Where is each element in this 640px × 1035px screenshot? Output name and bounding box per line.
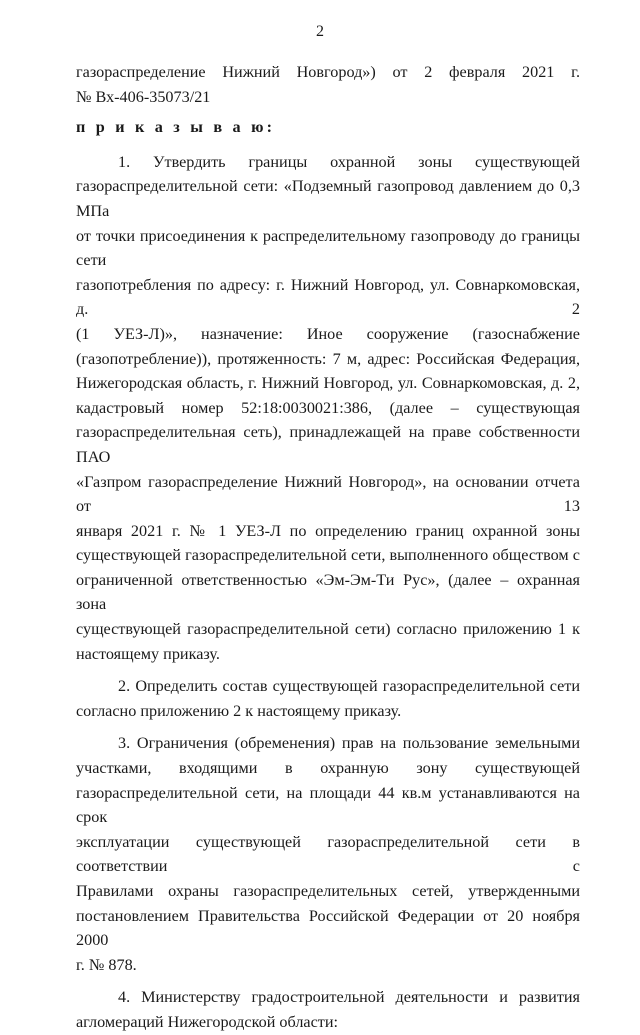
text-line: января 2021 г. № 1 УЕЗ-Л по определению границ охранной зоны — [76, 521, 580, 540]
text-line: № Вх-406-35073/21 — [76, 87, 211, 106]
text-line: существующей газораспределительной сети) согласно приложению 1 к — [76, 620, 580, 639]
text-line: настоящему приказу. — [76, 644, 220, 663]
text-line: 3. Ограничения (обременения) прав на пользование земельными — [118, 734, 580, 753]
text-line: агломераций Нижегородской области: — [76, 1012, 339, 1031]
text-line: газораспределительной сети: «Подземный газопровод давлением до 0,3 МПа — [76, 177, 580, 220]
page-number: 2 — [316, 23, 324, 40]
text-line: Нижегородская область, г. Нижний Новгород, ул. Совнаркомовская, д. 2, — [76, 374, 580, 393]
text-line: 2. Определить состав существующей газораспределительной сети — [118, 677, 580, 696]
text-line: эксплуатации существующей газораспределительной сети в соответствии с — [76, 832, 580, 876]
document-body — [76, 60, 580, 1035]
text-line: существующей газораспределительной сети, выполненного обществом с — [76, 546, 580, 565]
text-line: постановлением Правительства Российской Федерации от 20 ноября 2000 — [76, 906, 580, 950]
text-line: газопотребления по адресу: г. Нижний Новгород, ул. Совнаркомовская, д. 2 — [76, 275, 580, 319]
text-line: Правилами охраны газораспределительных сетей, утвержденными — [76, 882, 580, 900]
text-line: газораспределительная сеть), принадлежащей на праве собственности ПАО — [76, 423, 580, 466]
text-line: (газопотребление)), протяженность: 7 м, адрес: Российская Федерация, — [76, 349, 580, 368]
text-line: г. № 878. — [76, 955, 137, 974]
text-line: п р и к а з ы в а ю: — [76, 118, 276, 137]
text-line: газораспределительной сети, на площади 44 кв.м устанавливаются на срок — [76, 783, 580, 827]
text-line: «Газпром газораспределение Нижний Новгород», на основании отчета от 13 — [76, 472, 580, 516]
text-line: от точки присоединения к распределительному газопроводу до границы сети — [76, 226, 580, 270]
text-line: участками, входящими в охранную зону существующей — [76, 759, 580, 778]
text-line: ограниченной ответственностью «Эм-Эм-Ти Рус», (далее – охранная зона — [76, 570, 580, 614]
text-line: кадастровый номер 52:18:0030021:386, (далее – существующая — [76, 398, 580, 417]
text-line: газораспределение Нижний Новгород») от 2 февраля 2021 г. — [76, 63, 580, 81]
text-line: 4. Министерству градостроительной деятельности и развития — [118, 988, 580, 1007]
text-line: (1 УЕЗ-Л)», назначение: Иное сооружение (газоснабжение — [76, 324, 580, 343]
text-line: 1. Утвердить границы охранной зоны существующей — [118, 152, 580, 171]
text-line: согласно приложению 2 к настоящему приказу. — [76, 701, 402, 720]
